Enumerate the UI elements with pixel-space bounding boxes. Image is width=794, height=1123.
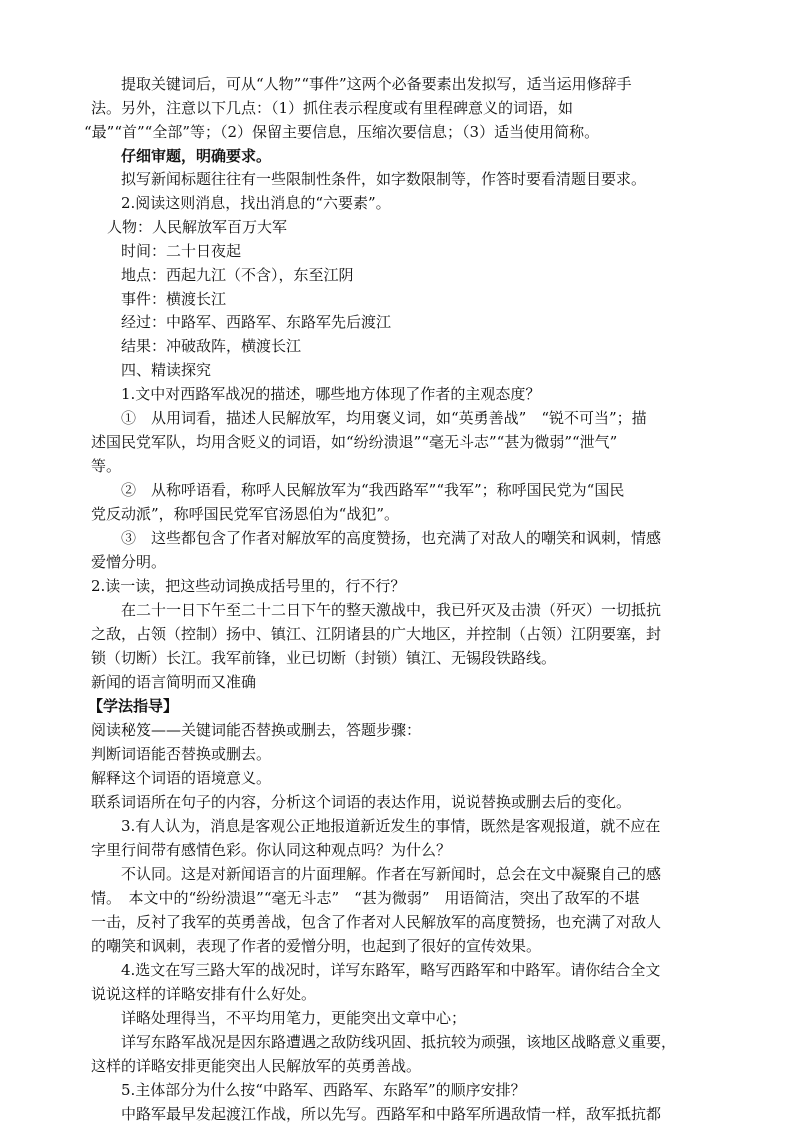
section-heading: 【学法指导】 <box>88 697 179 715</box>
question-line: 字里行间带有感情色彩。你认同这种观点吗？为什么？ <box>91 841 452 859</box>
text-line: 爱憎分明。 <box>91 553 167 571</box>
text-line: 解释这个词语的语境意义。 <box>91 769 272 787</box>
text-line: 党反动派”，称呼国民党军官汤恩伯为“战犯”。 <box>91 505 400 523</box>
text-line: 详写东路军战况是因东路遭遇之敌防线巩固、抵抗较为顽强，该地区战略意义重要， <box>121 1033 677 1051</box>
text-line: 中路军最早发起渡江作战，所以先写。西路军和中路军所遇敌情一样，敌军抵抗都 <box>121 1105 662 1123</box>
text-line: 人物：人民解放军百万大军 <box>107 218 288 236</box>
text-line: 经过：中路军、西路军、东路军先后渡江 <box>121 313 392 331</box>
question-line: 2.读一读，把这些动词换成括号里的，行不行？ <box>91 577 406 595</box>
text-line: 这样的详略安排更能突出人民解放军的英勇善战。 <box>91 1057 422 1075</box>
section-heading: 四、精读探究 <box>121 361 212 379</box>
text-line: 一击，反衬了我军的英勇善战，包含了作者对人民解放军的高度赞扬，也充满了对敌人 <box>91 913 662 931</box>
text-line: 的嘲笑和讽刺，表现了作者的爱憎分明，也起到了很好的宣传效果。 <box>91 937 542 955</box>
question-line: 3.有人认为，消息是客观公正地报道新近发生的事情，既然是客观报道，就不应在 <box>121 817 661 835</box>
text-line: 不认同。这是对新闻语言的片面理解。作者在写新闻时，总会在文中凝聚自己的感 <box>121 865 662 883</box>
text-line: 等。 <box>91 457 122 475</box>
text-line: 时间：二十日夜起 <box>121 242 242 260</box>
text-line: 地点：西起九江（不含），东至江阴 <box>121 266 354 284</box>
text-line: 提取关键词后，可从“人物”“事件”这两个必备要素出发拟写，适当运用修辞手 <box>121 75 632 93</box>
text-line: 阅读秘笈——关键词能否替换或删去，答题步骤： <box>91 721 422 739</box>
text-line: 之敌，占领（控制）扬中、镇江、江阴诸县的广大地区，并控制（占领）江阴要塞，封 <box>91 625 662 643</box>
section-heading: 仔细审题，明确要求。 <box>121 147 272 165</box>
text-line: 法。另外，注意以下几点：（1）抓住表示程度或有里程碑意义的词语，如 <box>91 99 574 117</box>
text-line: 情。 本文中的“纷纷溃退”“毫无斗志” “甚为微弱” 用语简洁，突出了敌军的不堪 <box>91 889 640 907</box>
text-line: 在二十一日下午至二十二日下午的整天激战中，我已歼灭及击溃（歼灭）一切抵抗 <box>121 601 662 619</box>
question-line: 4.选文在写三路大军的战况时，详写东路军，略写西路军和中路军。请你结合全文 <box>121 961 661 979</box>
question-line: 说说这样的详略安排有什么好处。 <box>91 985 317 1003</box>
text-line: 拟写新闻标题往往有一些限制性条件，如字数限制等，作答时要看清题目要求。 <box>121 170 647 188</box>
text-line: ① 从用词看，描述人民解放军，均用褒义词，如“英勇善战” “锐不可当”；描 <box>121 409 647 427</box>
text-line: 判断词语能否替换或删去。 <box>91 745 272 763</box>
text-line: 锁（切断）长江。我军前锋，业已切断（封锁）镇江、无锡段铁路线。 <box>91 649 557 667</box>
text-line: 结果：冲破敌阵，横渡长江 <box>121 337 302 355</box>
question-line: 5.主体部分为什么按“中路军、西路军、东路军”的顺序安排？ <box>121 1081 526 1099</box>
text-line: 联系词语所在句子的内容，分析这个词语的表达作用，说说替换或删去后的变化。 <box>91 793 632 811</box>
text-line: 述国民党军队，均用含贬义的词语，如“纷纷溃退”“毫无斗志”“甚为微弱”“泄气” <box>91 433 618 451</box>
text-line: “最”“首”“全部”等；（2）保留主要信息，压缩次要信息；（3）适当使用简称。 <box>84 123 600 141</box>
question-line: 1.文中对西路军战况的描述，哪些地方体现了作者的主观态度？ <box>121 385 541 403</box>
text-line: 事件：横渡长江 <box>121 290 227 308</box>
text-line: ② 从称呼语看，称呼人民解放军为“我西路军”“我军”；称呼国民党为“国民 <box>121 481 625 499</box>
question-line: 2.阅读这则消息，找出消息的“六要素”。 <box>121 194 391 212</box>
text-line: 新闻的语言简明而又准确 <box>91 673 257 691</box>
text-line: 详略处理得当，不平均用笔力，更能突出文章中心； <box>121 1009 467 1027</box>
text-line: ③ 这些都包含了作者对解放军的高度赞扬，也充满了对敌人的嘲笑和讽刺，情感 <box>121 529 662 547</box>
